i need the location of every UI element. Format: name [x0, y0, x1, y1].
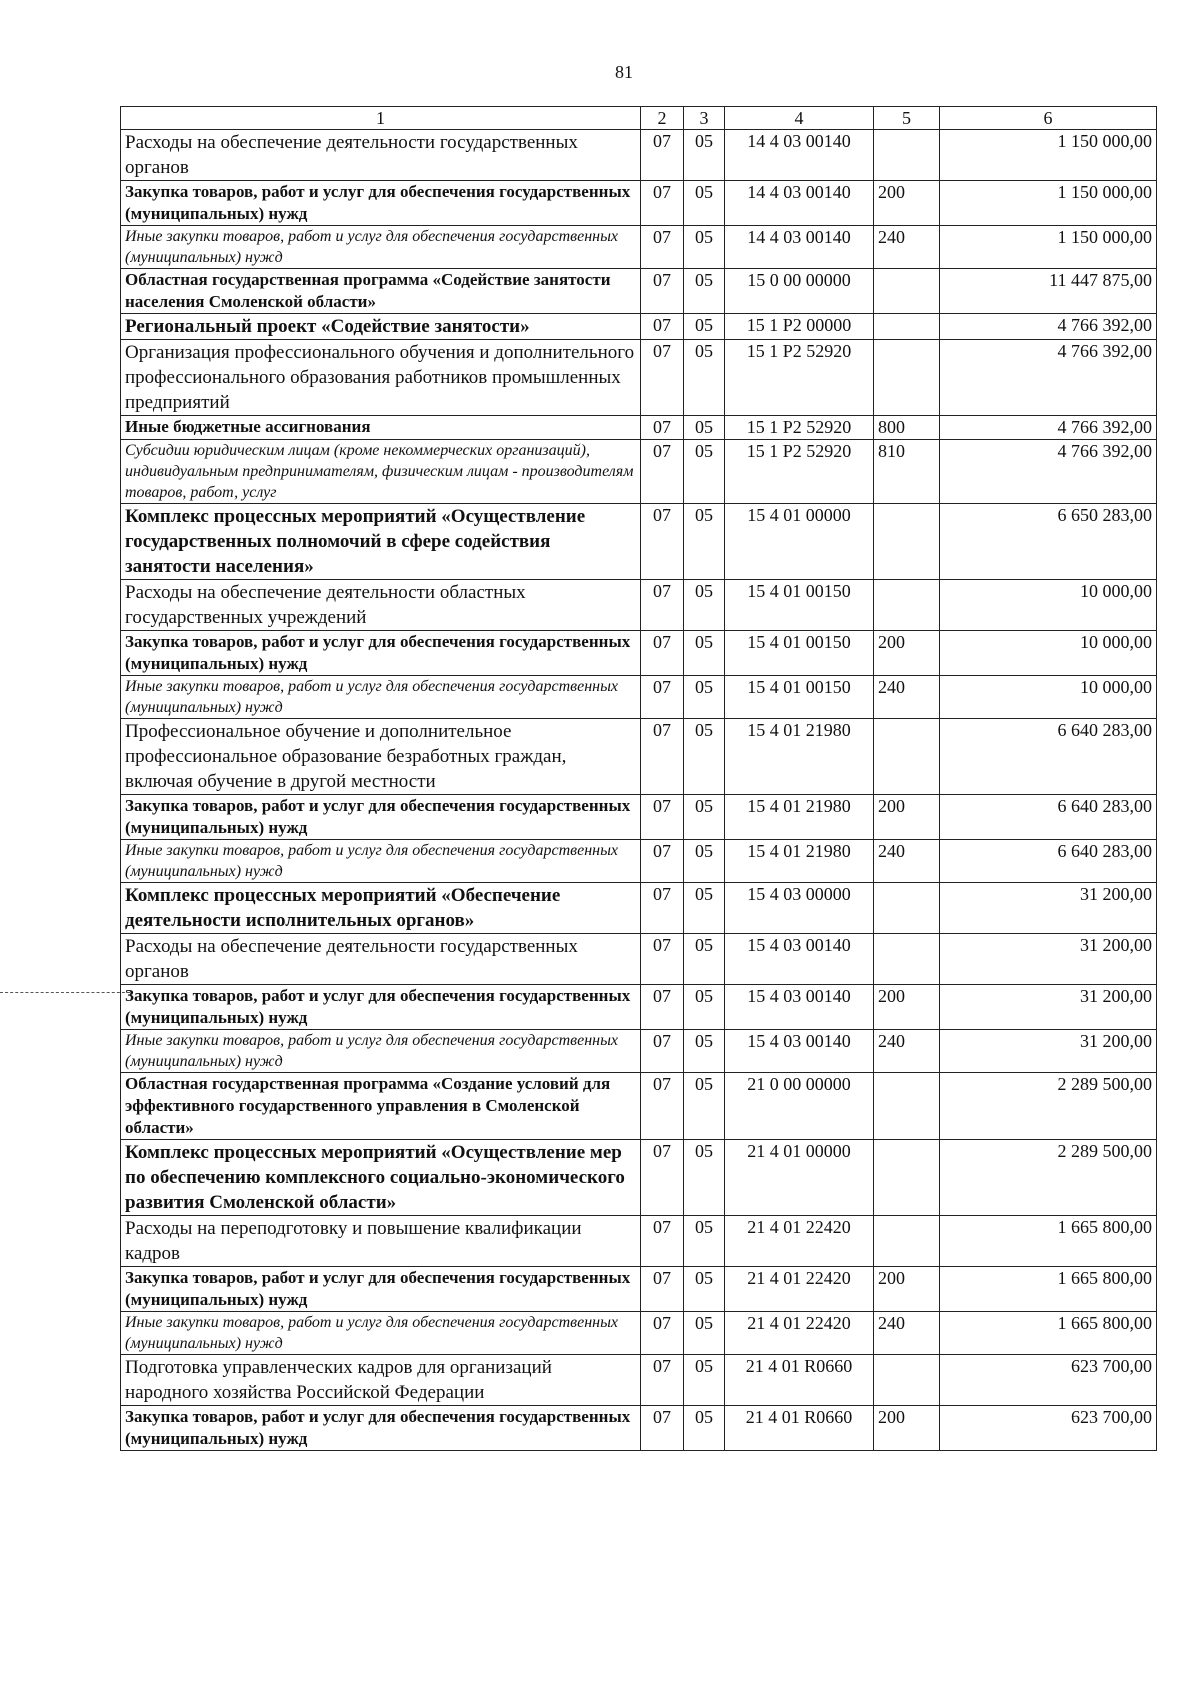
- row-target-code: 21 4 01 00000: [725, 1140, 874, 1216]
- row-subsection: 05: [684, 416, 725, 440]
- table-row: [121, 676, 1157, 719]
- table-row: [121, 795, 1157, 840]
- row-amount: 6 640 283,00: [940, 719, 1157, 795]
- row-expense-type: [874, 340, 940, 416]
- row-name: Расходы на обеспечение деятельности государственных органов: [121, 130, 641, 181]
- row-expense-type: [874, 269, 940, 314]
- row-amount: 1 665 800,00: [940, 1312, 1157, 1355]
- row-section: 07: [641, 1030, 684, 1073]
- row-section: 07: [641, 676, 684, 719]
- row-subsection: 05: [684, 1267, 725, 1312]
- row-name: Иные закупки товаров, работ и услуг для обеспечения государственных (муниципальных) нужд: [121, 840, 641, 883]
- row-target-code: 15 4 01 21980: [725, 719, 874, 795]
- row-amount: 31 200,00: [940, 1030, 1157, 1073]
- row-section: 07: [641, 580, 684, 631]
- header-col-1: 1: [121, 107, 641, 130]
- row-name: Расходы на обеспечение деятельности государственных органов: [121, 934, 641, 985]
- row-target-code: 14 4 03 00140: [725, 130, 874, 181]
- row-name: Региональный проект «Содействие занятости»: [121, 314, 641, 340]
- row-section: 07: [641, 226, 684, 269]
- header-col-6: 6: [940, 107, 1157, 130]
- row-expense-type: [874, 580, 940, 631]
- header-col-5: 5: [874, 107, 940, 130]
- row-target-code: 15 4 01 00150: [725, 676, 874, 719]
- row-section: 07: [641, 1140, 684, 1216]
- row-amount: 6 640 283,00: [940, 840, 1157, 883]
- row-section: 07: [641, 883, 684, 934]
- row-target-code: 15 1 P2 00000: [725, 314, 874, 340]
- row-target-code: 15 1 P2 52920: [725, 340, 874, 416]
- row-expense-type: 240: [874, 1312, 940, 1355]
- row-expense-type: 240: [874, 840, 940, 883]
- row-section: 07: [641, 1073, 684, 1140]
- row-amount: 31 200,00: [940, 985, 1157, 1030]
- row-name: Закупка товаров, работ и услуг для обеспечения государственных (муниципальных) нужд: [121, 1406, 641, 1451]
- row-amount: 4 766 392,00: [940, 440, 1157, 504]
- table-row: [121, 1267, 1157, 1312]
- row-amount: 623 700,00: [940, 1355, 1157, 1406]
- row-subsection: 05: [684, 985, 725, 1030]
- row-target-code: 15 4 03 00140: [725, 985, 874, 1030]
- row-section: 07: [641, 1267, 684, 1312]
- row-section: 07: [641, 1312, 684, 1355]
- row-expense-type: 200: [874, 631, 940, 676]
- row-amount: 10 000,00: [940, 580, 1157, 631]
- row-subsection: 05: [684, 1312, 725, 1355]
- row-target-code: 15 4 03 00000: [725, 883, 874, 934]
- row-section: 07: [641, 985, 684, 1030]
- row-expense-type: 200: [874, 1406, 940, 1451]
- row-expense-type: [874, 883, 940, 934]
- row-section: 07: [641, 719, 684, 795]
- row-expense-type: [874, 504, 940, 580]
- row-expense-type: 240: [874, 1030, 940, 1073]
- table-row: [121, 416, 1157, 440]
- table-row: [121, 580, 1157, 631]
- row-amount: 623 700,00: [940, 1406, 1157, 1451]
- row-name: Комплекс процессных мероприятий «Осуществление мер по обеспечению комплексного социально-экономического развития Смоленской области»: [121, 1140, 641, 1216]
- row-subsection: 05: [684, 840, 725, 883]
- row-expense-type: [874, 1355, 940, 1406]
- row-target-code: 21 4 01 22420: [725, 1216, 874, 1267]
- table-row: [121, 130, 1157, 181]
- table-row: [121, 1312, 1157, 1355]
- row-subsection: 05: [684, 1073, 725, 1140]
- row-expense-type: [874, 719, 940, 795]
- row-subsection: 05: [684, 226, 725, 269]
- table-row: [121, 440, 1157, 504]
- table-row: [121, 314, 1157, 340]
- row-amount: 4 766 392,00: [940, 340, 1157, 416]
- row-target-code: 21 4 01 22420: [725, 1312, 874, 1355]
- row-amount: 1 150 000,00: [940, 181, 1157, 226]
- row-subsection: 05: [684, 269, 725, 314]
- row-amount: 1 665 800,00: [940, 1216, 1157, 1267]
- row-subsection: 05: [684, 440, 725, 504]
- row-name: Иные закупки товаров, работ и услуг для обеспечения государственных (муниципальных) нужд: [121, 1312, 641, 1355]
- table-row: [121, 883, 1157, 934]
- row-amount: 2 289 500,00: [940, 1073, 1157, 1140]
- table-row: [121, 226, 1157, 269]
- row-amount: 6 650 283,00: [940, 504, 1157, 580]
- header-col-2: 2: [641, 107, 684, 130]
- row-section: 07: [641, 504, 684, 580]
- row-name: Закупка товаров, работ и услуг для обеспечения государственных (муниципальных) нужд: [121, 1267, 641, 1312]
- row-subsection: 05: [684, 580, 725, 631]
- row-section: 07: [641, 130, 684, 181]
- row-section: 07: [641, 181, 684, 226]
- row-amount: 1 150 000,00: [940, 130, 1157, 181]
- table-row: [121, 1140, 1157, 1216]
- row-name: Областная государственная программа «Содействие занятости населения Смоленской области»: [121, 269, 641, 314]
- table-row: [121, 1216, 1157, 1267]
- row-target-code: 15 4 01 00150: [725, 580, 874, 631]
- row-section: 07: [641, 440, 684, 504]
- table-row: [121, 1073, 1157, 1140]
- row-name: Иные закупки товаров, работ и услуг для обеспечения государственных (муниципальных) нужд: [121, 1030, 641, 1073]
- row-subsection: 05: [684, 314, 725, 340]
- row-subsection: 05: [684, 676, 725, 719]
- table-header: [121, 107, 1157, 130]
- row-expense-type: [874, 314, 940, 340]
- row-subsection: 05: [684, 181, 725, 226]
- row-subsection: 05: [684, 631, 725, 676]
- header-col-3: 3: [684, 107, 725, 130]
- row-section: 07: [641, 1406, 684, 1451]
- row-name: Иные закупки товаров, работ и услуг для обеспечения государственных (муниципальных) нужд: [121, 226, 641, 269]
- row-name: Закупка товаров, работ и услуг для обеспечения государственных (муниципальных) нужд: [121, 631, 641, 676]
- row-amount: 31 200,00: [940, 934, 1157, 985]
- table-body: [121, 130, 1157, 1451]
- row-subsection: 05: [684, 1406, 725, 1451]
- table-row: [121, 1355, 1157, 1406]
- row-target-code: 15 4 01 21980: [725, 795, 874, 840]
- row-target-code: 15 4 03 00140: [725, 934, 874, 985]
- row-target-code: 15 1 P2 52920: [725, 416, 874, 440]
- row-amount: 1 665 800,00: [940, 1267, 1157, 1312]
- row-subsection: 05: [684, 883, 725, 934]
- row-expense-type: 240: [874, 676, 940, 719]
- row-target-code: 15 4 01 00000: [725, 504, 874, 580]
- row-name: Организация профессионального обучения и дополнительного профессионального образования работников промышленных предприятий: [121, 340, 641, 416]
- row-target-code: 15 4 03 00140: [725, 1030, 874, 1073]
- row-subsection: 05: [684, 340, 725, 416]
- table-row: [121, 340, 1157, 416]
- row-section: 07: [641, 795, 684, 840]
- row-name: Подготовка управленческих кадров для организаций народного хозяйства Российской Федерации: [121, 1355, 641, 1406]
- row-target-code: 21 4 01 R0660: [725, 1355, 874, 1406]
- row-expense-type: [874, 1073, 940, 1140]
- row-expense-type: 800: [874, 416, 940, 440]
- row-amount: 10 000,00: [940, 631, 1157, 676]
- table-row: [121, 719, 1157, 795]
- row-target-code: 21 4 01 22420: [725, 1267, 874, 1312]
- row-name: Иные бюджетные ассигнования: [121, 416, 641, 440]
- page-number: 81: [615, 62, 633, 82]
- row-expense-type: 200: [874, 795, 940, 840]
- row-target-code: 15 1 P2 52920: [725, 440, 874, 504]
- table-row: [121, 504, 1157, 580]
- table-row: [121, 840, 1157, 883]
- row-target-code: 14 4 03 00140: [725, 181, 874, 226]
- row-section: 07: [641, 1355, 684, 1406]
- row-name: Комплекс процессных мероприятий «Обеспечение деятельности исполнительных органов»: [121, 883, 641, 934]
- table-row: [121, 934, 1157, 985]
- row-amount: 10 000,00: [940, 676, 1157, 719]
- row-amount: 1 150 000,00: [940, 226, 1157, 269]
- row-name: Областная государственная программа «Создание условий для эффективного государственного управления в Смоленской области»: [121, 1073, 641, 1140]
- row-subsection: 05: [684, 1355, 725, 1406]
- row-name: Закупка товаров, работ и услуг для обеспечения государственных (муниципальных) нужд: [121, 985, 641, 1030]
- row-target-code: 21 4 01 R0660: [725, 1406, 874, 1451]
- row-amount: 4 766 392,00: [940, 416, 1157, 440]
- row-subsection: 05: [684, 1216, 725, 1267]
- row-expense-type: 240: [874, 226, 940, 269]
- row-amount: 11 447 875,00: [940, 269, 1157, 314]
- row-amount: 6 640 283,00: [940, 795, 1157, 840]
- table-row: [121, 985, 1157, 1030]
- row-target-code: 15 0 00 00000: [725, 269, 874, 314]
- row-section: 07: [641, 631, 684, 676]
- row-expense-type: 810: [874, 440, 940, 504]
- row-section: 07: [641, 416, 684, 440]
- row-section: 07: [641, 340, 684, 416]
- header-col-4: 4: [725, 107, 874, 130]
- row-name: Иные закупки товаров, работ и услуг для обеспечения государственных (муниципальных) нужд: [121, 676, 641, 719]
- row-name: Закупка товаров, работ и услуг для обеспечения государственных (муниципальных) нужд: [121, 181, 641, 226]
- table-row: [121, 1030, 1157, 1073]
- table-row: [121, 269, 1157, 314]
- scan-fold-mark: [0, 992, 130, 993]
- header-row: [121, 107, 1157, 130]
- table-row: [121, 631, 1157, 676]
- row-section: 07: [641, 314, 684, 340]
- row-subsection: 05: [684, 1030, 725, 1073]
- row-amount: 31 200,00: [940, 883, 1157, 934]
- row-expense-type: [874, 1216, 940, 1267]
- row-subsection: 05: [684, 719, 725, 795]
- row-subsection: 05: [684, 795, 725, 840]
- row-expense-type: [874, 1140, 940, 1216]
- row-target-code: 15 4 01 21980: [725, 840, 874, 883]
- row-name: Расходы на переподготовку и повышение квалификации кадров: [121, 1216, 641, 1267]
- row-section: 07: [641, 1216, 684, 1267]
- row-name: Субсидии юридическим лицам (кроме некоммерческих организаций), индивидуальным предпринимателям, физическим лицам - производителям товаров, работ, услуг: [121, 440, 641, 504]
- table-row: [121, 1406, 1157, 1451]
- table-row: [121, 181, 1157, 226]
- row-amount: 2 289 500,00: [940, 1140, 1157, 1216]
- row-target-code: 21 0 00 00000: [725, 1073, 874, 1140]
- row-name: Профессиональное обучение и дополнительное профессиональное образование безработных граждан, включая обучение в другой местности: [121, 719, 641, 795]
- row-subsection: 05: [684, 934, 725, 985]
- row-expense-type: 200: [874, 985, 940, 1030]
- row-subsection: 05: [684, 130, 725, 181]
- row-name: Комплекс процессных мероприятий «Осуществление государственных полномочий в сфере содействия занятости населения»: [121, 504, 641, 580]
- row-expense-type: [874, 934, 940, 985]
- row-section: 07: [641, 269, 684, 314]
- row-expense-type: [874, 130, 940, 181]
- row-target-code: 15 4 01 00150: [725, 631, 874, 676]
- row-subsection: 05: [684, 504, 725, 580]
- row-name: Закупка товаров, работ и услуг для обеспечения государственных (муниципальных) нужд: [121, 795, 641, 840]
- row-section: 07: [641, 840, 684, 883]
- row-expense-type: 200: [874, 181, 940, 226]
- row-target-code: 14 4 03 00140: [725, 226, 874, 269]
- row-name: Расходы на обеспечение деятельности областных государственных учреждений: [121, 580, 641, 631]
- budget-table: [120, 106, 1157, 1451]
- row-section: 07: [641, 934, 684, 985]
- row-amount: 4 766 392,00: [940, 314, 1157, 340]
- row-expense-type: 200: [874, 1267, 940, 1312]
- row-subsection: 05: [684, 1140, 725, 1216]
